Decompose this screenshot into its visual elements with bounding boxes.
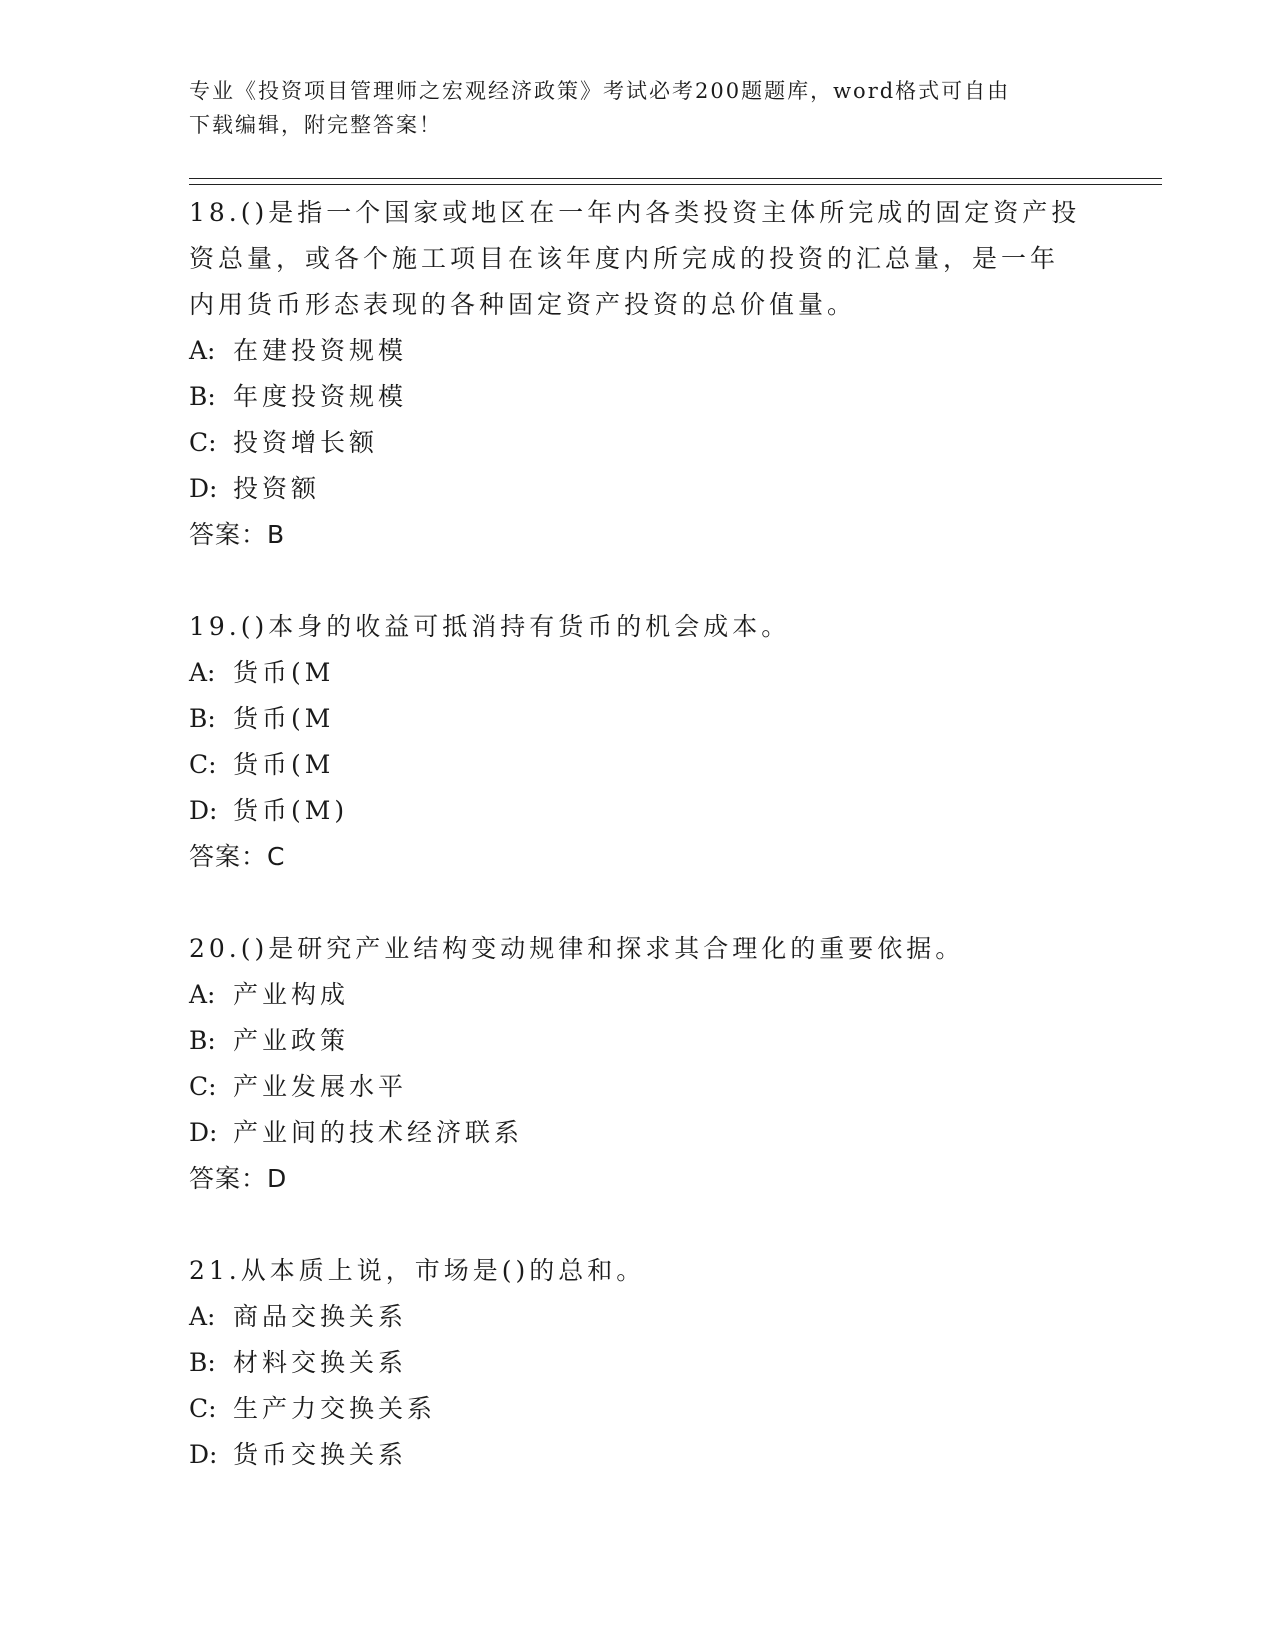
- option-c: [189, 1064, 1089, 1110]
- option-text: 产业发展水平: [233, 1072, 408, 1101]
- option-letter: C:: [189, 1394, 217, 1423]
- option-letter: B:: [189, 1026, 216, 1055]
- option-text: 货币(M: [233, 704, 335, 733]
- question-spacer: [189, 880, 1089, 926]
- option-a: [189, 328, 1089, 374]
- option-letter: A:: [189, 658, 216, 687]
- option-letter: A:: [189, 336, 216, 365]
- option-b: [189, 1340, 1089, 1386]
- option-letter: B:: [189, 382, 216, 411]
- option-text: 投资额: [233, 474, 321, 503]
- option-letter: A:: [189, 1302, 216, 1331]
- question-spacer: [189, 1202, 1089, 1248]
- question-19: [189, 604, 1089, 880]
- header-divider-top: [189, 178, 1162, 179]
- option-c: [189, 420, 1089, 466]
- question-stem-line: 资总量，或各个施工项目在该年度内所完成的投资的汇总量，是一年: [189, 244, 1060, 273]
- option-letter: D:: [189, 1118, 218, 1147]
- option-letter: C:: [189, 428, 217, 457]
- question-spacer: [189, 558, 1089, 604]
- question-list: [189, 190, 1089, 1478]
- option-text: 投资增长额: [233, 428, 379, 457]
- answer-line: 答案：D: [189, 1164, 288, 1193]
- option-a: [189, 972, 1089, 1018]
- question-stem: [189, 1248, 1089, 1294]
- question-stem: [189, 190, 1089, 328]
- document-header: [189, 74, 1089, 142]
- option-text: 商品交换关系: [233, 1302, 408, 1331]
- option-d: [189, 788, 1089, 834]
- option-d: [189, 1432, 1089, 1478]
- option-c: [189, 1386, 1089, 1432]
- option-letter: C:: [189, 1072, 217, 1101]
- option-text: 货币(M: [233, 750, 335, 779]
- option-letter: D:: [189, 474, 218, 503]
- question-stem-line: 20.()是研究产业结构变动规律和探求其合理化的重要依据。: [189, 934, 965, 963]
- option-a: [189, 1294, 1089, 1340]
- option-letter: B:: [189, 704, 216, 733]
- option-text: 货币交换关系: [233, 1440, 408, 1469]
- option-text: 产业政策: [233, 1026, 350, 1055]
- question-20: [189, 926, 1089, 1202]
- question-stem-line: 内用货币形态表现的各种固定资产投资的总价值量。: [189, 290, 857, 319]
- header-title-line-1: 专业《投资项目管理师之宏观经济政策》考试必考200题题库，word格式可自由: [189, 79, 1011, 103]
- option-letter: C:: [189, 750, 217, 779]
- option-letter: B:: [189, 1348, 216, 1377]
- header-divider-bottom: [189, 184, 1162, 185]
- option-text: 材料交换关系: [233, 1348, 408, 1377]
- option-text: 货币(M): [233, 796, 349, 825]
- header-title-line-2: 下载编辑，附完整答案！: [189, 113, 442, 137]
- option-text: 产业间的技术经济联系: [233, 1118, 524, 1147]
- option-text: 年度投资规模: [233, 382, 408, 411]
- question-stem-line: 21.从本质上说，市场是()的总和。: [189, 1256, 646, 1285]
- option-b: [189, 1018, 1089, 1064]
- answer-line: 答案：C: [189, 842, 286, 871]
- option-text: 生产力交换关系: [233, 1394, 437, 1423]
- option-a: [189, 650, 1089, 696]
- question-stem-line: 19.()本身的收益可抵消持有货币的机会成本。: [189, 612, 791, 641]
- answer-line: 答案：B: [189, 520, 286, 549]
- option-letter: A:: [189, 980, 216, 1009]
- question-18: [189, 190, 1089, 558]
- option-text: 在建投资规模: [233, 336, 408, 365]
- option-b: [189, 696, 1089, 742]
- question-stem: [189, 604, 1089, 650]
- option-text: 货币(M: [233, 658, 335, 687]
- question-stem: [189, 926, 1089, 972]
- option-d: [189, 1110, 1089, 1156]
- option-b: [189, 374, 1089, 420]
- option-letter: D:: [189, 1440, 218, 1469]
- option-letter: D:: [189, 796, 218, 825]
- option-text: 产业构成: [233, 980, 350, 1009]
- question-stem-line: 18.()是指一个国家或地区在一年内各类投资主体所完成的固定资产投: [189, 198, 1081, 227]
- question-21: [189, 1248, 1089, 1478]
- option-c: [189, 742, 1089, 788]
- option-d: [189, 466, 1089, 512]
